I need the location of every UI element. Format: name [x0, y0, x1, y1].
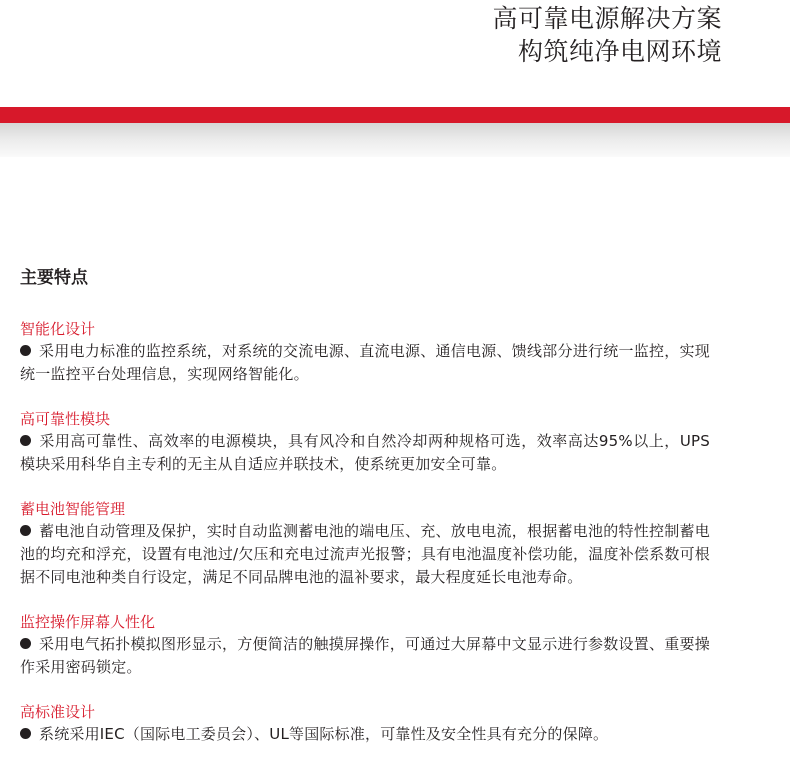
feature-title: 蓄电池智能管理	[20, 500, 126, 518]
feature-description: 采用电力标准的监控系统，对系统的交流电源、直流电源、通信电源、馈线部分进行统一监控，实现统一监控平台处理信息，实现网络智能化。	[20, 342, 710, 383]
bullet-icon	[20, 345, 31, 356]
header-title	[492, 2, 722, 68]
feature-title: 高可靠性模块	[20, 410, 111, 428]
feature-item	[20, 408, 710, 476]
section-heading: 主要特点	[20, 268, 88, 288]
red-stripe	[0, 107, 790, 123]
feature-title: 高标准设计	[20, 703, 96, 721]
feature-title: 智能化设计	[20, 320, 96, 338]
feature-description: 采用高可靠性、高效率的电源模块，具有风冷和自然冷却两种规格可选，效率高达95%以上，UPS模块采用科华自主专利的无主从自适应并联技术，使系统更加安全可靠。	[20, 432, 710, 473]
bullet-icon	[20, 525, 31, 536]
gray-gradient-stripe	[0, 123, 790, 157]
feature-item	[20, 318, 710, 386]
bullet-icon	[20, 435, 31, 446]
feature-description: 蓄电池自动管理及保护，实时自动监测蓄电池的端电压、充、放电电流，根据蓄电池的特性控制蓄电池的均充和浮充，设置有电池过/欠压和充电过流声光报警；具有电池温度补偿功能，温度补偿系数可根据不同电池种类自行设定，满足不同品牌电池的温补要求，最大程度延长电池寿命。	[20, 522, 710, 586]
bullet-icon	[20, 728, 31, 739]
feature-item	[20, 498, 710, 589]
feature-title: 监控操作屏幕人性化	[20, 613, 156, 631]
header-title-line-1: 高可靠电源解决方案	[492, 4, 722, 33]
header-band	[0, 107, 790, 157]
feature-list	[20, 318, 710, 768]
feature-item	[20, 611, 710, 679]
bullet-icon	[20, 638, 31, 649]
feature-item	[20, 701, 710, 746]
header-title-line-2: 构筑纯净电网环境	[517, 37, 722, 66]
feature-description: 系统采用IEC（国际电工委员会）、UL等国际标准，可靠性及安全性具有充分的保障。	[39, 725, 609, 743]
feature-description: 采用电气拓扑模拟图形显示，方便简洁的触摸屏操作，可通过大屏幕中文显示进行参数设置、重要操作采用密码锁定。	[20, 635, 710, 676]
